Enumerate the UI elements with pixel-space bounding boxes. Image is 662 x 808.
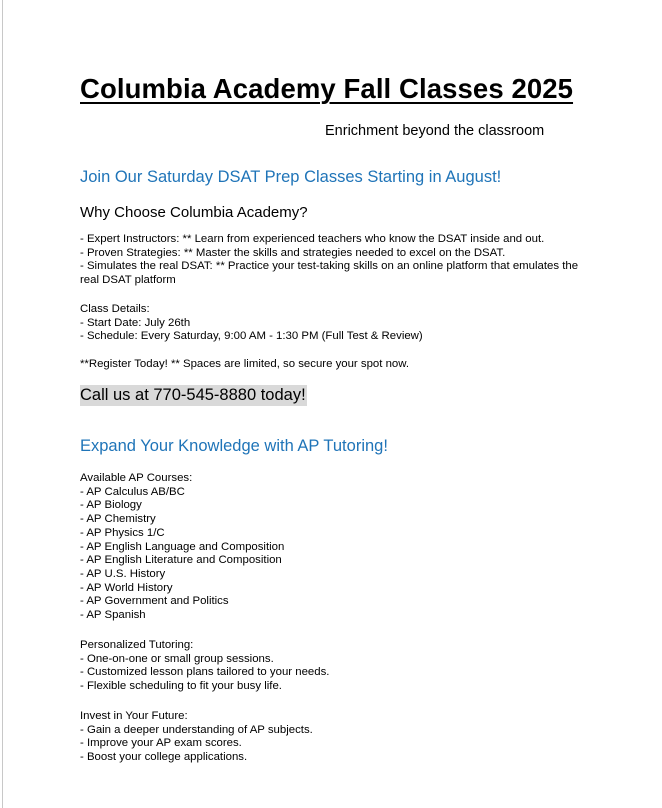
- future-label: Invest in Your Future:: [80, 710, 188, 722]
- register-note: [80, 358, 600, 372]
- ap-course-item: - AP Spanish: [80, 609, 146, 622]
- class-details-label: Class Details:: [80, 303, 150, 315]
- tutoring-item: - One-on-one or small group sessions.: [80, 652, 274, 665]
- personalized-tutoring: [80, 639, 600, 694]
- ap-course-item: - AP Biology: [80, 499, 142, 512]
- class-details: [80, 303, 600, 344]
- ap-course-item: - AP U.S. History: [80, 567, 166, 580]
- reason-item: - Expert Instructors: ** Learn from experienced teachers who know the DSAT inside and out.: [80, 233, 545, 245]
- ap-course-item: - AP Calculus AB/BC: [80, 485, 185, 498]
- call-us-highlight: Call us at 770-545-8880 today!: [80, 386, 306, 404]
- ap-course-item: - AP Chemistry: [80, 513, 156, 526]
- why-choose-heading: Why Choose Columbia Academy?: [80, 204, 308, 221]
- ap-course-item: - AP Physics 1/C: [80, 526, 165, 539]
- ap-course-item: - AP English Language and Composition: [80, 540, 285, 553]
- future-item: - Gain a deeper understanding of AP subjects.: [80, 723, 313, 736]
- page-left-edge: [2, 0, 3, 808]
- ap-courses-label: Available AP Courses:: [80, 472, 193, 484]
- dsat-heading: Join Our Saturday DSAT Prep Classes Starting in August!: [80, 168, 502, 186]
- future-item: - Boost your college applications.: [80, 751, 248, 764]
- ap-courses-list: [80, 472, 600, 623]
- page-subtitle: Enrichment beyond the classroom: [325, 123, 545, 139]
- class-detail-item: - Start Date: July 26th: [80, 316, 191, 329]
- tutoring-item: - Flexible scheduling to fit your busy life.: [80, 680, 282, 693]
- future-item: - Improve your AP exam scores.: [80, 737, 242, 750]
- reason-item: - Simulates the real DSAT: ** Practice your test-taking skills on an online platform that emulates the real DSAT platform: [80, 260, 579, 287]
- tutoring-label: Personalized Tutoring:: [80, 639, 194, 651]
- ap-heading: Expand Your Knowledge with AP Tutoring!: [80, 437, 388, 455]
- ap-course-item: - AP World History: [80, 581, 173, 594]
- ap-course-item: - AP English Literature and Composition: [80, 554, 282, 567]
- ap-course-item: - AP Government and Politics: [80, 595, 229, 608]
- page-title: Columbia Academy Fall Classes 2025: [80, 73, 574, 104]
- reason-item: - Proven Strategies: ** Master the skills and strategies needed to excel on the DSAT.: [80, 246, 506, 259]
- tutoring-item: - Customized lesson plans tailored to your needs.: [80, 666, 330, 679]
- register-text: **Register Today! ** Spaces are limited, so secure your spot now.: [80, 358, 410, 370]
- class-detail-item: - Schedule: Every Saturday, 9:00 AM - 1:30 PM (Full Test & Review): [80, 330, 423, 343]
- reasons-list: [80, 233, 600, 288]
- invest-future: [80, 710, 600, 765]
